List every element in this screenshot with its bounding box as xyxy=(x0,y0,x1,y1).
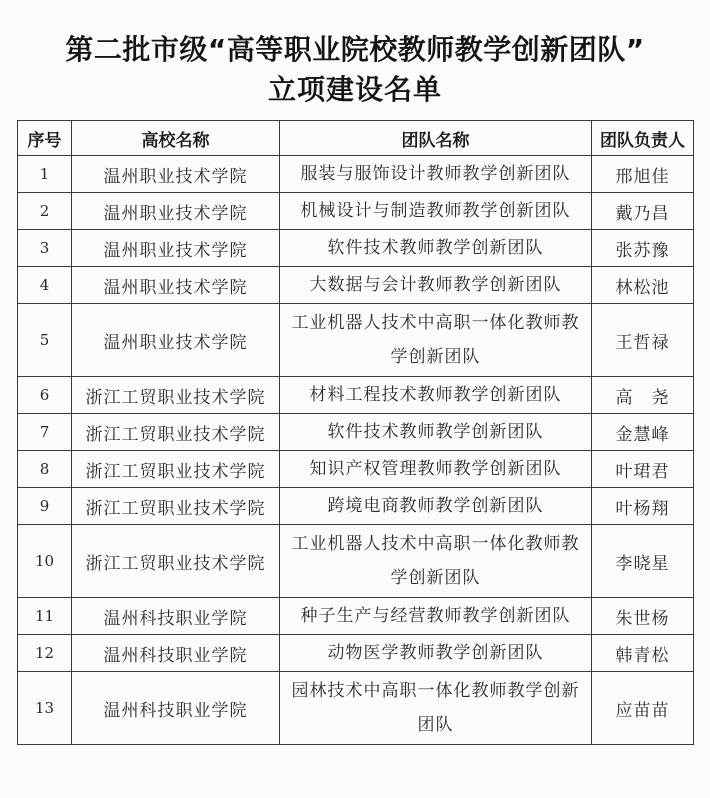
cell-team: 知识产权管理教师教学创新团队 xyxy=(280,451,592,488)
cell-number: 6 xyxy=(18,377,72,414)
cell-number: 5 xyxy=(18,304,72,377)
cell-school: 浙江工贸职业技术学院 xyxy=(72,414,280,451)
table-row xyxy=(18,267,694,304)
cell-leader: 韩青松 xyxy=(592,635,694,672)
table-row xyxy=(18,672,694,745)
document-title-line1: 第二批市级“高等职业院校教师教学创新团队” xyxy=(65,33,645,66)
cell-school: 温州职业技术学院 xyxy=(72,267,280,304)
cell-school: 温州科技职业学院 xyxy=(72,635,280,672)
table-row xyxy=(18,635,694,672)
cell-number: 2 xyxy=(18,193,72,230)
table-row xyxy=(18,598,694,635)
cell-school: 浙江工贸职业技术学院 xyxy=(72,525,280,598)
cell-team: 软件技术教师教学创新团队 xyxy=(280,414,592,451)
cell-team: 工业机器人技术中高职一体化教师教学创新团队 xyxy=(280,304,592,377)
cell-team: 动物医学教师教学创新团队 xyxy=(280,635,592,672)
cell-number: 10 xyxy=(18,525,72,598)
cell-leader: 张苏豫 xyxy=(592,230,694,267)
cell-school: 温州科技职业学院 xyxy=(72,598,280,635)
cell-leader: 邢旭佳 xyxy=(592,156,694,193)
table-row xyxy=(18,193,694,230)
cell-leader: 叶珺君 xyxy=(592,451,694,488)
cell-number: 7 xyxy=(18,414,72,451)
cell-leader: 叶杨翔 xyxy=(592,488,694,525)
table-row xyxy=(18,304,694,377)
cell-team: 园林技术中高职一体化教师教学创新团队 xyxy=(280,672,592,745)
cell-number: 8 xyxy=(18,451,72,488)
cell-leader: 金慧峰 xyxy=(592,414,694,451)
column-header-leader: 团队负责人 xyxy=(592,121,694,156)
cell-school: 温州职业技术学院 xyxy=(72,156,280,193)
cell-number: 13 xyxy=(18,672,72,745)
cell-number: 9 xyxy=(18,488,72,525)
table-row xyxy=(18,525,694,598)
cell-school: 浙江工贸职业技术学院 xyxy=(72,377,280,414)
table-row xyxy=(18,230,694,267)
cell-school: 浙江工贸职业技术学院 xyxy=(72,488,280,525)
cell-leader: 林松池 xyxy=(592,267,694,304)
table-row xyxy=(18,414,694,451)
cell-team: 工业机器人技术中高职一体化教师教学创新团队 xyxy=(280,525,592,598)
cell-leader: 应苗苗 xyxy=(592,672,694,745)
cell-team: 跨境电商教师教学创新团队 xyxy=(280,488,592,525)
column-header-school: 高校名称 xyxy=(72,121,280,156)
cell-number: 1 xyxy=(18,156,72,193)
table-row xyxy=(18,488,694,525)
cell-school: 温州职业技术学院 xyxy=(72,230,280,267)
cell-number: 11 xyxy=(18,598,72,635)
table-row xyxy=(18,156,694,193)
cell-number: 4 xyxy=(18,267,72,304)
cell-number: 12 xyxy=(18,635,72,672)
document-title-line2: 立项建设名单 xyxy=(267,73,442,106)
cell-school: 温州科技职业学院 xyxy=(72,672,280,745)
table-row xyxy=(18,451,694,488)
cell-number: 3 xyxy=(18,230,72,267)
column-header-team: 团队名称 xyxy=(280,121,592,156)
table-header-row xyxy=(18,121,694,156)
cell-team: 材料工程技术教师教学创新团队 xyxy=(280,377,592,414)
cell-school: 浙江工贸职业技术学院 xyxy=(72,451,280,488)
cell-leader: 朱世杨 xyxy=(592,598,694,635)
cell-team: 种子生产与经营教师教学创新团队 xyxy=(280,598,592,635)
cell-leader: 戴乃昌 xyxy=(592,193,694,230)
table-row xyxy=(18,377,694,414)
cell-team: 机械设计与制造教师教学创新团队 xyxy=(280,193,592,230)
cell-team: 大数据与会计教师教学创新团队 xyxy=(280,267,592,304)
cell-leader: 王哲禄 xyxy=(592,304,694,377)
cell-school: 温州职业技术学院 xyxy=(72,193,280,230)
team-list-table xyxy=(17,120,694,745)
cell-school: 温州职业技术学院 xyxy=(72,304,280,377)
cell-team: 软件技术教师教学创新团队 xyxy=(280,230,592,267)
cell-leader: 高 尧 xyxy=(592,377,694,414)
cell-leader: 李晓星 xyxy=(592,525,694,598)
cell-team: 服装与服饰设计教师教学创新团队 xyxy=(280,156,592,193)
column-header-number: 序号 xyxy=(18,121,72,156)
